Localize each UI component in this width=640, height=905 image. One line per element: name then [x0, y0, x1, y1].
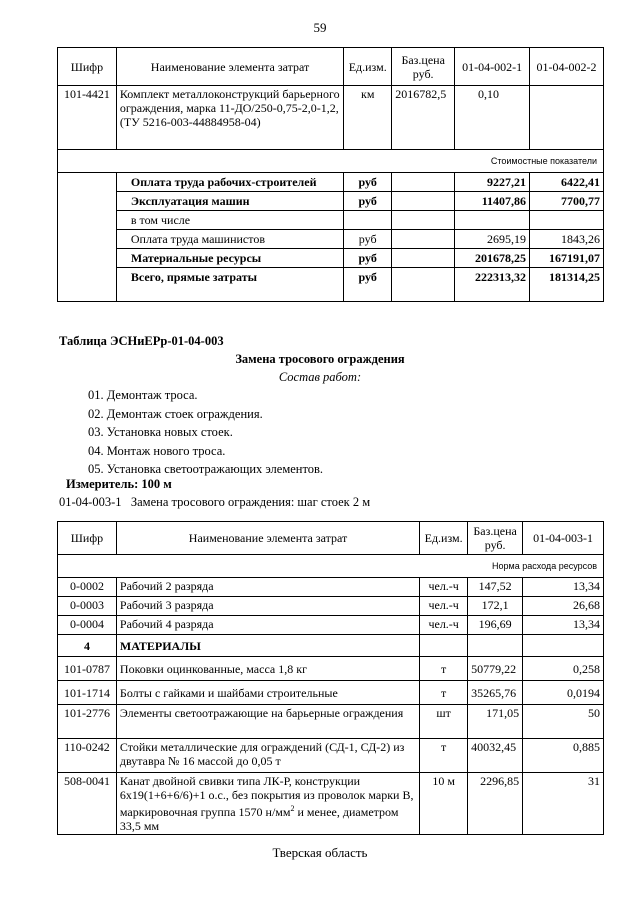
summary-row [58, 230, 604, 249]
row-unit: км [344, 86, 392, 150]
summary-value-1 [455, 211, 530, 230]
table-row [58, 597, 604, 616]
row-price: 2296,85 [468, 773, 523, 835]
row-name: Болты с гайками и шайбами строительные [116, 681, 419, 705]
row-code: 0-0003 [58, 597, 117, 616]
row-price: 196,69 [468, 616, 523, 635]
summary-row [58, 192, 604, 211]
header-norm: 01-04-003-1 [523, 522, 604, 555]
row-price: 2016782,5 [392, 86, 455, 150]
section-note: Норма расхода ресурсов [58, 555, 604, 578]
row-name: Поковки оцинкованные, масса 1,8 кг [116, 657, 419, 681]
table-row [58, 681, 604, 705]
row-unit: т [420, 681, 468, 705]
header-price: Баз.цена руб. [468, 522, 523, 555]
row-unit: шт [420, 705, 468, 739]
row-value-2 [530, 86, 604, 150]
summary-value-2: 7700,77 [530, 192, 604, 211]
row-price: 50779,22 [468, 657, 523, 681]
summary-value-1: 201678,25 [455, 249, 530, 268]
summary-value-2: 181314,25 [530, 268, 604, 302]
row-value: 13,34 [523, 616, 604, 635]
summary-name: Эксплуатация машин [116, 192, 343, 211]
list-item: 01. Демонтаж троса. [88, 388, 198, 402]
summary-name: Материальные ресурсы [116, 249, 343, 268]
table-row [58, 705, 604, 739]
header-unit: Ед.изм. [344, 48, 392, 86]
row-value: 0,0194 [523, 681, 604, 705]
footer-region: Тверская область [272, 845, 368, 860]
row-price: 171,05 [468, 705, 523, 739]
row-name: Рабочий 4 разряда [116, 616, 419, 635]
summary-unit: руб [344, 173, 392, 192]
table-header-row [58, 48, 604, 86]
row-unit: т [420, 657, 468, 681]
section-note: Стоимостные показатели [58, 150, 604, 173]
section-subheading: Состав работ: [278, 370, 362, 384]
row-code: 101-2776 [58, 705, 117, 739]
row-code: 101-0787 [58, 657, 117, 681]
row-code: 0-0002 [58, 578, 117, 597]
table-row [58, 739, 604, 773]
section-heading: Замена тросового ограждения [235, 352, 405, 366]
summary-unit: руб [344, 249, 392, 268]
row-value-1: 0,10 [455, 86, 530, 150]
row-price: 172,1 [468, 597, 523, 616]
summary-unit: руб [344, 268, 392, 302]
summary-name: Оплата труда рабочих-строителей [116, 173, 343, 192]
summary-value-1: 222313,32 [455, 268, 530, 302]
header-price: Баз.цена руб. [392, 48, 455, 86]
summary-name: Оплата труда машинистов [116, 230, 343, 249]
summary-value-2: 6422,41 [530, 173, 604, 192]
table-header-row [58, 522, 604, 555]
header-name: Наименование элемента затрат [116, 522, 419, 555]
summary-unit [344, 211, 392, 230]
table-row [58, 616, 604, 635]
row-name: Рабочий 3 разряда [116, 597, 419, 616]
row-unit: чел.-ч [420, 616, 468, 635]
row-unit: 10 м [420, 773, 468, 835]
row-price: 35265,76 [468, 681, 523, 705]
row-price: 147,52 [468, 578, 523, 597]
norm-title: 01-04-003-1 Замена тросового ограждения: шаг стоек 2 м [59, 495, 371, 509]
work-list [88, 386, 323, 479]
row-price: 40032,45 [468, 739, 523, 773]
header-norm-1: 01-04-002-1 [455, 48, 530, 86]
summary-value-1: 2695,19 [455, 230, 530, 249]
header-norm-2: 01-04-002-2 [530, 48, 604, 86]
row-value: 13,34 [523, 578, 604, 597]
row-code: 110-0242 [58, 739, 117, 773]
row-value: 0,258 [523, 657, 604, 681]
summary-row [58, 249, 604, 268]
table-row [58, 657, 604, 681]
summary-row [58, 268, 604, 302]
section-note-row [58, 150, 604, 173]
summary-row [58, 173, 604, 192]
group-name: МАТЕРИАЛЫ [116, 635, 419, 657]
row-name-part: и менее, диаметром 33,5 мм [119, 805, 399, 833]
table-title: Таблица ЭСНиЕРр-01-04-003 [59, 334, 224, 348]
row-name: Рабочий 2 разряда [116, 578, 419, 597]
list-item: 04. Монтаж нового троса. [88, 443, 226, 458]
row-code: 508-0041 [58, 773, 117, 835]
row-value: 26,68 [523, 597, 604, 616]
header-code: Шифр [58, 48, 117, 86]
header-unit: Ед.изм. [420, 522, 468, 555]
list-item: 05. Установка светоотражающих элементов. [88, 462, 324, 476]
summary-value-2: 1843,26 [530, 230, 604, 249]
summary-value-2 [530, 211, 604, 230]
row-code: 0-0004 [58, 616, 117, 635]
measure-unit: Измеритель: 100 м [66, 477, 172, 491]
row-unit: т [420, 739, 468, 773]
section-note-row [58, 555, 604, 578]
group-code: 4 [58, 635, 117, 657]
table-row [58, 86, 604, 150]
list-item: 03. Установка новых стоек. [88, 425, 233, 439]
resource-table-01-04-003 [57, 521, 604, 835]
row-code: 101-4421 [58, 86, 117, 150]
row-name: Элементы светоотражающие на барьерные ограждения [116, 705, 419, 739]
row-code: 101-1714 [58, 681, 117, 705]
cost-table-01-04-002 [57, 47, 604, 302]
page-number: 59 [313, 20, 327, 35]
summary-value-2: 167191,07 [530, 249, 604, 268]
header-name: Наименование элемента затрат [116, 48, 343, 86]
superscript: 2 [290, 804, 295, 813]
row-name: Стойки металлические для ограждений (СД-1, СД-2) из двутавра № 16 массой до 0,05 т [116, 739, 419, 773]
summary-unit: руб [344, 230, 392, 249]
row-name-part: Канат двойной свивки типа ЛК-Р, конструкции 6х19(1+6+6/6)+1 о.с., без покрытия из проволок марки В, маркировочная группа 1570 н/мм [119, 774, 414, 819]
group-row [58, 635, 604, 657]
header-code: Шифр [58, 522, 117, 555]
row-value: 31 [523, 773, 604, 835]
row-value: 0,885 [523, 739, 604, 773]
summary-unit: руб [344, 192, 392, 211]
row-unit: чел.-ч [420, 578, 468, 597]
summary-name: Всего, прямые затраты [116, 268, 343, 302]
summary-name: в том числе [116, 211, 343, 230]
row-name [116, 773, 419, 835]
table-row [58, 578, 604, 597]
row-value: 50 [523, 705, 604, 739]
summary-row [58, 211, 604, 230]
row-unit: чел.-ч [420, 597, 468, 616]
table-row [58, 773, 604, 835]
summary-value-1: 9227,21 [455, 173, 530, 192]
row-name: Комплект металлоконструкций барьерного ограждения, марка 11-ДО/250-0,75-2,0-1,2, (ТУ 5216-003-44884958-04) [116, 86, 343, 150]
list-item: 02. Демонтаж стоек ограждения. [88, 406, 263, 421]
summary-value-1: 11407,86 [455, 192, 530, 211]
